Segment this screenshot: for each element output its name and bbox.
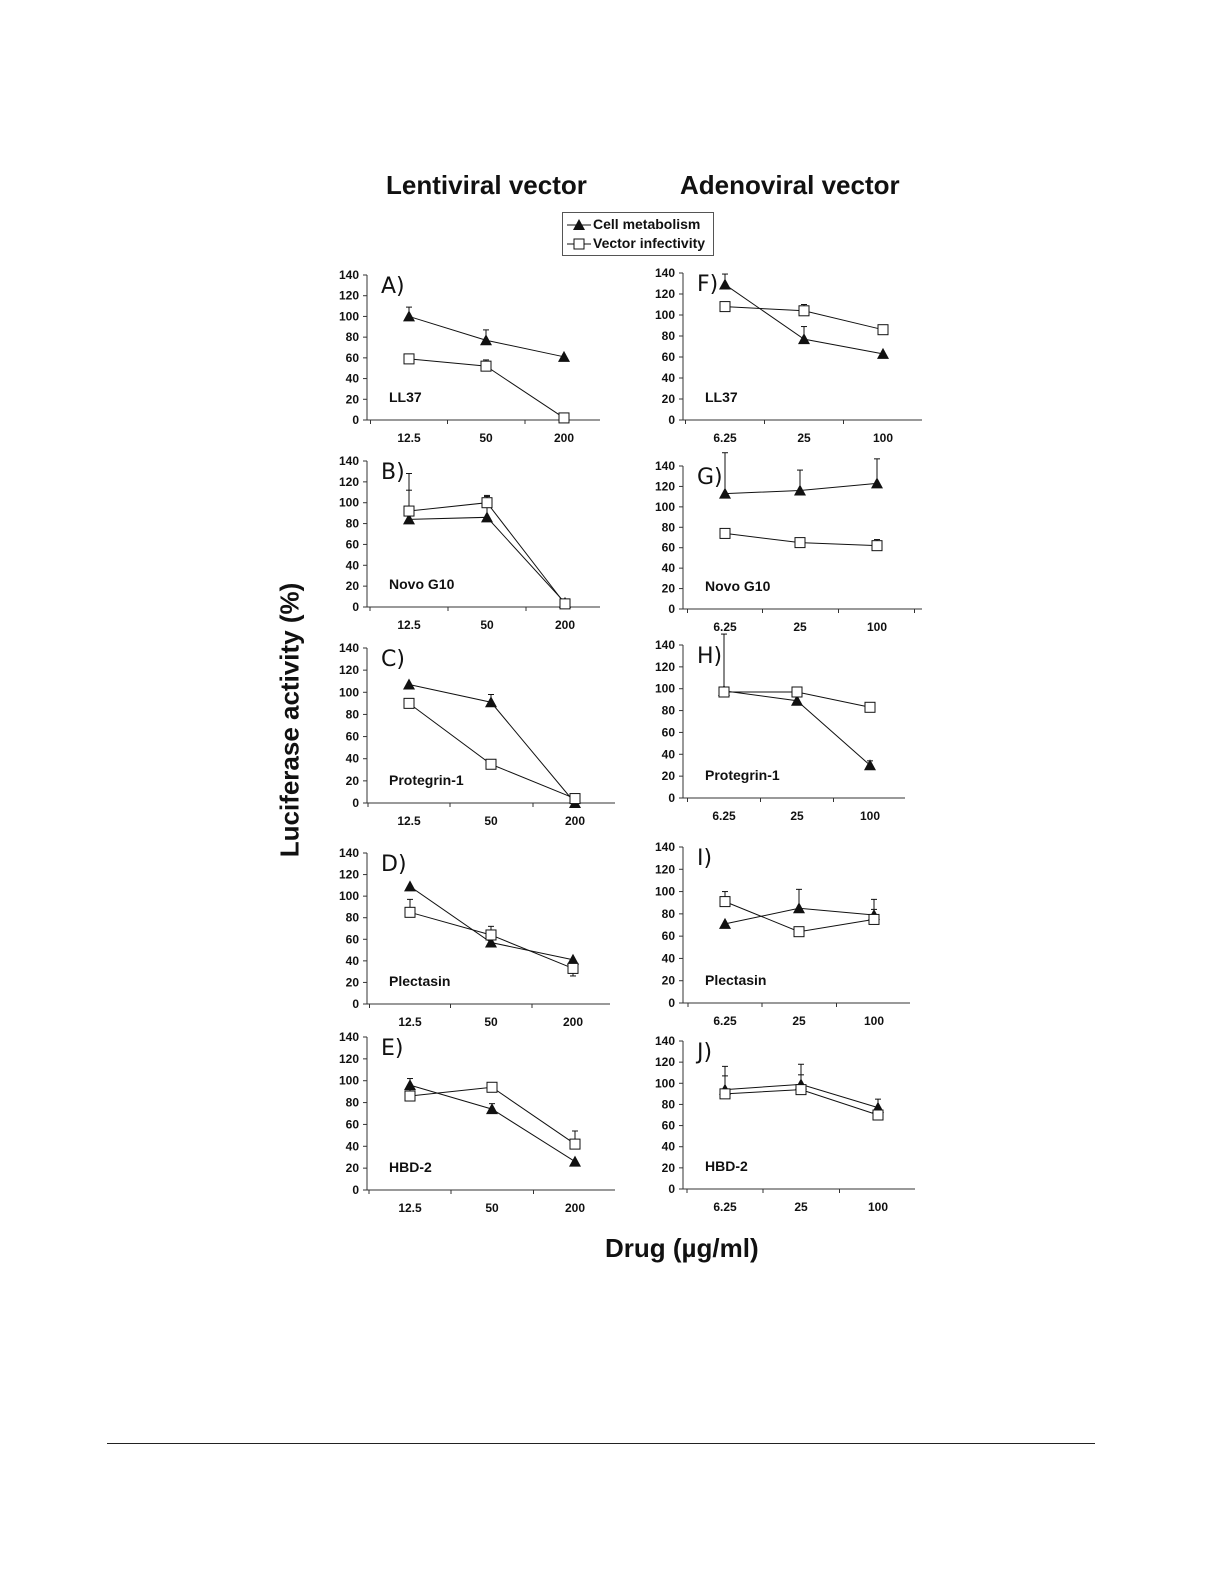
x-tick-label: 100 — [859, 809, 881, 823]
y-tick-label: 100 — [654, 884, 675, 899]
panel-g — [655, 453, 922, 634]
panel-letter: A) — [381, 274, 405, 299]
y-tick-label: 40 — [661, 561, 675, 576]
y-tick-label: 140 — [338, 641, 359, 655]
point-square — [872, 541, 882, 551]
y-tick-label: 100 — [338, 495, 359, 510]
y-tick-label: 0 — [352, 413, 359, 427]
y-tick-label: 100 — [654, 308, 675, 322]
panel-letter: E) — [381, 1036, 404, 1061]
panel-letter: C) — [381, 647, 405, 672]
y-tick-label: 140 — [654, 459, 675, 473]
y-tick-label: 20 — [345, 975, 359, 990]
x-tick-label: 12.5 — [398, 1201, 422, 1215]
panel-letter: H) — [697, 644, 723, 669]
panel-letter: J) — [697, 1040, 713, 1065]
y-tick-label: 140 — [338, 1030, 359, 1044]
drug-label: Novo G10 — [705, 578, 771, 594]
y-tick-label: 0 — [352, 600, 359, 614]
series-cell-metabolism — [404, 880, 579, 964]
series-line — [410, 886, 573, 959]
point-square — [486, 759, 496, 769]
y-tick-label: 40 — [345, 751, 359, 766]
series-line — [410, 1085, 575, 1162]
x-tick-label: 12.5 — [397, 431, 421, 445]
panel-f — [655, 266, 922, 445]
x-tick-label: 200 — [562, 1015, 584, 1029]
y-tick-label: 80 — [345, 707, 359, 722]
drug-label: Novo G10 — [389, 576, 455, 592]
point-square — [570, 794, 580, 804]
y-tick-label: 60 — [661, 1118, 675, 1133]
y-tick-label: 60 — [345, 932, 359, 947]
y-tick-label: 60 — [345, 350, 359, 365]
y-tick-label: 120 — [338, 867, 359, 882]
point-triangle — [480, 334, 492, 345]
point-triangle — [798, 333, 810, 344]
x-tick-label: 6.25 — [713, 620, 737, 634]
drug-label: LL37 — [705, 389, 738, 405]
series-cell-metabolism — [403, 679, 581, 808]
point-triangle — [403, 679, 415, 690]
point-square — [559, 413, 569, 423]
y-tick-label: 20 — [661, 1160, 675, 1175]
x-tick-label: 6.25 — [713, 1200, 737, 1214]
panel-b — [339, 454, 600, 632]
y-tick-label: 120 — [338, 663, 359, 678]
point-triangle — [403, 310, 415, 321]
panel-c — [339, 641, 615, 828]
y-tick-label: 0 — [668, 1182, 675, 1196]
y-tick-label: 100 — [338, 309, 359, 324]
x-tick-label: 12.5 — [398, 1015, 422, 1029]
footer-divider — [107, 1443, 1095, 1444]
point-square — [799, 306, 809, 316]
x-tick-label: 100 — [863, 1014, 885, 1028]
y-tick-label: 120 — [338, 288, 359, 303]
y-tick-label: 80 — [661, 329, 675, 343]
y-tick-label: 120 — [654, 862, 675, 877]
x-tick-label: 25 — [794, 1200, 808, 1214]
y-tick-label: 120 — [338, 474, 359, 489]
point-square — [405, 907, 415, 917]
point-square — [486, 930, 496, 940]
x-tick-label: 50 — [479, 431, 493, 445]
y-tick-label: 60 — [661, 929, 675, 944]
y-tick-label: 0 — [668, 602, 675, 616]
y-tick-label: 80 — [345, 1095, 359, 1110]
point-triangle — [481, 511, 493, 522]
point-square — [720, 1089, 730, 1099]
column-title-lentiviral: Lentiviral vector — [386, 170, 587, 200]
point-square — [792, 687, 802, 697]
x-tick-label: 25 — [790, 809, 804, 823]
series-vector-infectivity — [720, 1066, 883, 1120]
point-square — [794, 927, 804, 937]
y-tick-label: 80 — [345, 330, 359, 345]
y-tick-label: 60 — [345, 1117, 359, 1132]
point-square — [795, 538, 805, 548]
point-square — [865, 702, 875, 712]
x-tick-label: 25 — [793, 620, 807, 634]
y-tick-label: 100 — [654, 681, 675, 696]
x-tick-label: 100 — [872, 431, 894, 445]
y-tick-label: 120 — [654, 659, 675, 674]
panel-i — [655, 840, 910, 1028]
series-cell-metabolism — [718, 634, 876, 770]
legend-label: Cell metabolism — [593, 216, 701, 232]
y-tick-label: 100 — [338, 889, 359, 904]
y-tick-label: 100 — [338, 1073, 359, 1088]
x-tick-label: 200 — [553, 431, 575, 445]
y-tick-label: 20 — [661, 973, 675, 988]
panel-j — [655, 1034, 915, 1214]
point-square — [878, 325, 888, 335]
point-square — [482, 498, 492, 508]
y-tick-label: 140 — [654, 1034, 675, 1048]
drug-label: Plectasin — [705, 972, 767, 988]
point-square — [869, 914, 879, 924]
panel-a — [339, 268, 600, 445]
y-tick-label: 40 — [661, 1139, 675, 1154]
point-square — [720, 528, 730, 538]
y-tick-label: 80 — [345, 910, 359, 925]
drug-label: Protegrin-1 — [705, 767, 780, 783]
y-tick-label: 20 — [661, 769, 675, 784]
y-tick-label: 40 — [345, 953, 359, 968]
y-tick-label: 140 — [338, 454, 359, 468]
y-tick-label: 140 — [654, 266, 675, 280]
x-tick-label: 50 — [485, 1201, 499, 1215]
drug-label: Protegrin-1 — [389, 772, 464, 788]
drug-label: HBD-2 — [389, 1159, 432, 1175]
drug-label: HBD-2 — [705, 1158, 748, 1174]
y-tick-label: 0 — [352, 997, 359, 1011]
x-tick-label: 50 — [480, 618, 494, 632]
y-tick-label: 120 — [338, 1051, 359, 1066]
point-triangle — [719, 279, 731, 290]
drug-label: LL37 — [389, 389, 422, 405]
point-square — [404, 354, 414, 364]
y-tick-label: 140 — [654, 638, 675, 652]
x-tick-label: 6.25 — [712, 809, 736, 823]
panel-letter: B) — [381, 460, 405, 485]
y-tick-label: 0 — [668, 996, 675, 1010]
y-tick-label: 0 — [668, 413, 675, 427]
y-tick-label: 60 — [345, 729, 359, 744]
series-vector-infectivity — [404, 354, 569, 423]
x-tick-label: 200 — [564, 814, 586, 828]
panel-d — [339, 846, 610, 1029]
point-square — [570, 1139, 580, 1149]
y-tick-label: 120 — [654, 479, 675, 494]
point-square — [720, 302, 730, 312]
y-tick-label: 40 — [661, 951, 675, 966]
x-tick-label: 12.5 — [397, 618, 421, 632]
point-square — [719, 687, 729, 697]
y-tick-label: 40 — [661, 747, 675, 762]
point-square — [487, 1082, 497, 1092]
point-square — [560, 599, 570, 609]
x-axis-label: Drug (µg/ml) — [605, 1233, 759, 1263]
point-triangle — [486, 1103, 498, 1114]
panel-letter: G) — [697, 465, 723, 490]
drug-label: Plectasin — [389, 973, 451, 989]
y-tick-label: 140 — [654, 840, 675, 854]
y-tick-label: 60 — [661, 350, 675, 364]
point-triangle — [404, 880, 416, 891]
y-tick-label: 80 — [661, 906, 675, 921]
point-square — [720, 897, 730, 907]
y-tick-label: 20 — [661, 392, 675, 406]
series-line — [410, 1087, 575, 1144]
y-tick-label: 100 — [654, 499, 675, 514]
point-square — [481, 361, 491, 371]
x-tick-label: 6.25 — [713, 1014, 737, 1028]
y-tick-label: 40 — [345, 1139, 359, 1154]
x-tick-label: 12.5 — [397, 814, 421, 828]
y-tick-label: 100 — [338, 685, 359, 700]
point-square — [796, 1085, 806, 1095]
point-triangle — [871, 477, 883, 488]
panel-h — [655, 634, 905, 823]
point-triangle — [569, 1156, 581, 1167]
y-tick-label: 60 — [661, 725, 675, 740]
panel-e — [339, 1030, 615, 1215]
series-vector-infectivity — [405, 1082, 580, 1149]
x-tick-label: 50 — [484, 814, 498, 828]
series-cell-metabolism — [719, 274, 889, 359]
x-tick-label: 50 — [484, 1015, 498, 1029]
y-axis-label: Luciferase activity (%) — [274, 582, 305, 858]
y-tick-label: 0 — [352, 1183, 359, 1197]
x-tick-label: 25 — [792, 1014, 806, 1028]
y-tick-label: 80 — [661, 703, 675, 718]
x-tick-label: 100 — [866, 620, 888, 634]
y-tick-label: 0 — [668, 791, 675, 805]
y-tick-label: 80 — [345, 516, 359, 531]
y-tick-label: 60 — [661, 540, 675, 555]
point-square — [873, 1110, 883, 1120]
point-square — [405, 1091, 415, 1101]
y-tick-label: 140 — [338, 846, 359, 860]
y-tick-label: 40 — [661, 371, 675, 385]
y-tick-label: 20 — [345, 773, 359, 788]
x-tick-label: 25 — [797, 431, 811, 445]
y-tick-label: 60 — [345, 537, 359, 552]
series-vector-infectivity — [720, 528, 882, 550]
point-square — [404, 506, 414, 516]
y-tick-label: 40 — [345, 371, 359, 386]
y-tick-label: 40 — [345, 558, 359, 573]
series-cell-metabolism — [403, 307, 570, 362]
series-cell-metabolism — [719, 453, 883, 499]
y-tick-label: 140 — [338, 268, 359, 282]
y-tick-label: 120 — [654, 1055, 675, 1070]
legend-label: Vector infectivity — [593, 235, 706, 251]
panel-letter: D) — [381, 852, 407, 877]
y-tick-label: 20 — [345, 392, 359, 407]
x-tick-label: 6.25 — [713, 431, 737, 445]
y-tick-label: 20 — [661, 581, 675, 596]
point-triangle — [793, 902, 805, 913]
series-vector-infectivity — [405, 899, 578, 976]
y-tick-label: 80 — [661, 1097, 675, 1112]
column-title-adenoviral: Adenoviral vector — [680, 170, 900, 200]
y-tick-label: 20 — [345, 1161, 359, 1176]
y-tick-label: 80 — [661, 520, 675, 535]
x-tick-label: 100 — [867, 1200, 889, 1214]
y-tick-label: 100 — [654, 1076, 675, 1091]
x-tick-label: 200 — [564, 1201, 586, 1215]
y-tick-label: 20 — [345, 579, 359, 594]
y-tick-label: 120 — [654, 287, 675, 301]
panel-letter: F) — [697, 272, 719, 297]
point-square — [568, 963, 578, 973]
panel-letter: I) — [697, 846, 713, 871]
y-tick-label: 0 — [352, 796, 359, 810]
x-tick-label: 200 — [554, 618, 576, 632]
point-square — [404, 698, 414, 708]
